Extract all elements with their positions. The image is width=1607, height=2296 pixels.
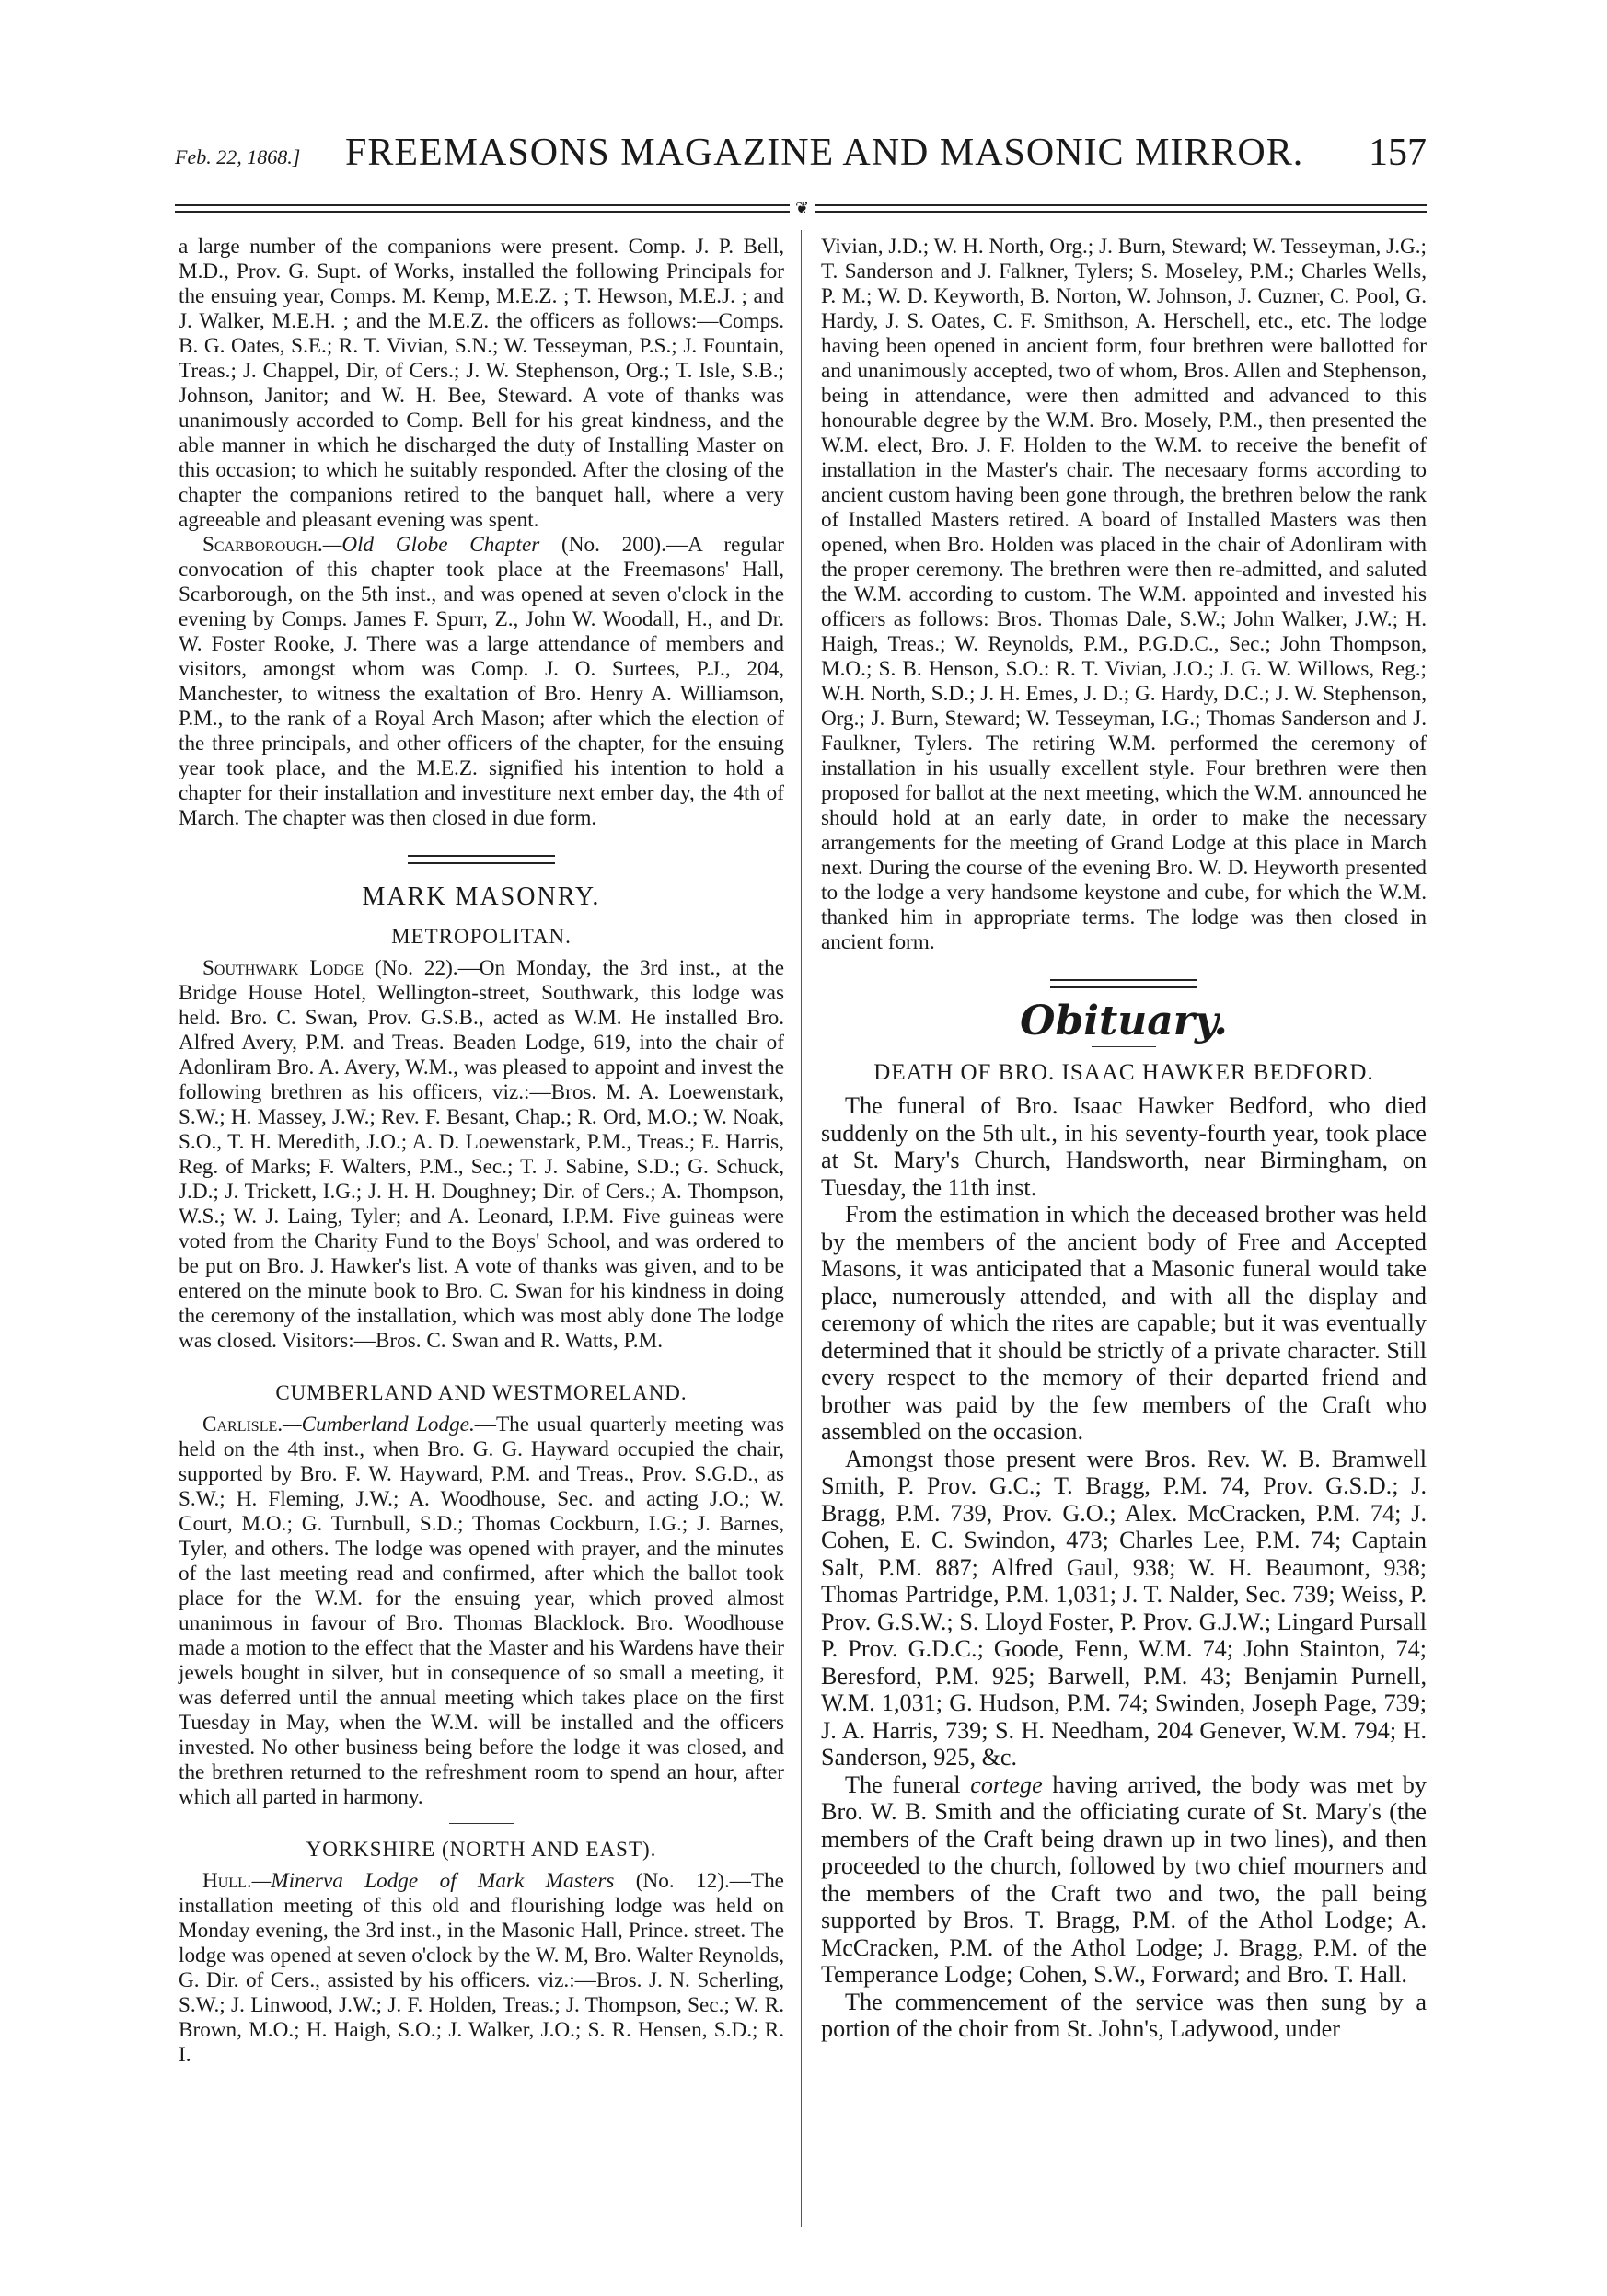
- report-text: (No. 12).—The installation meeting of this old and flourishing lodge was held on Monday evening, the 3rd inst., in the Masonic Hall, Prince. street. The lodge was opened at seven o'clock by the W. M, Bro. Walter Reynolds, G. Dir. of Cers., assisted by his officers. viz.:—Bros. J. N. Scherling, S.W.; J. Linwood, J.W.; J. F. Holden, Treas.; J. Thompson, Sec.; W. R. Brown, M.O.; H. Haigh, S.O.; J. Walker, J.O.; S. R. Hensen, S.D.; R. I.: [179, 1869, 784, 2067]
- obituary-paragraph: The funeral of Bro. Isaac Hawker Bedford, who died suddenly on the 5th ult., in his seventy-fourth year, took place at St. Mary's Church, Handsworth, near Birmingham, on Tuesday, the 11th inst.: [821, 1092, 1427, 1201]
- masthead-title: FREEMASONS MAGAZINE AND MASONIC MIRROR.: [345, 132, 1304, 174]
- chapter-report-continued: a large number of the companions were present. Comp. J. P. Bell, M.D., Prov. G. Supt. of Works, installed the following Principals for the ensuing year, Comps. M. Kemp, M.E.Z. ; T. Hewson, M.E.J. ; and J. Walker, M.E.H. ; and the M.E.Z. the officers as follows:—Comps. B. G. Oates, S.E.; R. T. Vivian, S.N.; W. Tesseyman, P.S.; J. Fountain, Treas.; J. Chappel, Dir, of Cers.; J. W. Stephenson, Org.; T. Isle, S.B.; Johnson, Janitor; and W. H. Bee, Steward. A vote of thanks was unanimously accorded to Comp. Bell for his great kindness, and the able manner in which he discharged the duty of Installing Master on this occasion; to which he suitably responded. After the closing of the chapter the companions retired to the banquet hall, where a very agreeable and pleasant evening was spent.: [179, 235, 784, 532]
- left-column: [179, 235, 784, 2068]
- place-name: Hull.: [202, 1869, 252, 1893]
- lodge-name: —Old Globe Chapter: [322, 533, 540, 557]
- subheading-cumberland: CUMBERLAND AND WESTMORELAND.: [275, 1381, 688, 1404]
- hull-report: [179, 1869, 784, 2068]
- place-name: Carlisle.: [202, 1413, 283, 1436]
- page-header: [175, 129, 1427, 184]
- obituary-paragraph: From the estimation in which the deceased brother was held by the members of the ancient body of Free and Accepted Masons, it was anticipated that a Masonic funeral would take place, numerously attended, and with all the display and ceremony of which the rites are capable; but it was eventually determined that it should be strictly of a private character. Still every respect to the memory of their departed friend and brother was paid by the few members of the Craft who assembled on the occasion.: [821, 1201, 1427, 1445]
- report-text: (No. 200).—A regular convocation of this chapter took place at the Freemasons' Hall, Scarborough, on the 5th inst., and was opened at seven o'clock in the evening by Comps. James F. Spurr, Z., John W. Woodall, H., and Dr. W. Foster Rooke, J. There was a large attendance of members and visitors, amongst whom was Comp. J. O. Surtees, P.J., 204, Manchester, to witness the exaltation of Bro. Henry A. Williamson, P.M., to the rank of a Royal Arch Mason; after which the election of the three principals, and other officers of the chapter, for the ensuing year took place, and the M.E.Z. signified his intention to hold a chapter for their installation and investiture next ember day, the 4th of March. The chapter was then closed in due form.: [179, 533, 785, 830]
- southwark-report: [179, 956, 784, 1354]
- obituary-paragraph: Amongst those present were Bros. Rev. W. B. Bramwell Smith, P. Prov. G.C.; T. Bragg, P.M. 74, Prov. G.S.D.; J. Bragg, P.M. 739, Prov. G.O.; Alex. McCracken, P.M. 74; J. Cohen, E. C. Swindon, 473; Charles Lee, P.M. 74; Captain Salt, P.M. 887; Alfred Gaul, 938; W. H. Beaumont, 938; Thomas Partridge, P.M. 1,031; J. T. Nalder, Sec. 739; Weiss, P. Prov. G.S.W.; S. Lloyd Foster, P. Prov. G.J.W.; Lingard Pursall P. Prov. G.D.C.; Goode, Fenn, W.M. 74; John Stainton, 74; Beresford, P.M. 925; Barwell, P.M. 43; Benjamin Purnell, W.M. 1,031; G. Hudson, P.M. 74; Swinden, Joseph Page, 739; J. A. Harris, 739; S. H. Needham, 204 Genever, W.M. 794; H. Sanderson, 925, &c.: [821, 1445, 1427, 1771]
- italic-word: cortege: [970, 1771, 1043, 1798]
- obituary-paragraph: The commencement of the service was then sung by a portion of the choir from St. John's, Ladywood, under: [821, 1988, 1427, 2042]
- right-column: [821, 235, 1427, 2043]
- section-heading-mark-masonry: MARK MASONRY.: [362, 883, 601, 911]
- section-rule: [408, 855, 555, 864]
- subheading-yorkshire: YORKSHIRE (NORTH AND EAST).: [306, 1838, 657, 1861]
- page-number: 157: [1369, 132, 1427, 174]
- divider: [449, 1823, 514, 1824]
- obituary-paragraph: [821, 1771, 1427, 1989]
- obituary-body: [821, 1092, 1427, 2043]
- scarborough-report: [179, 533, 784, 831]
- column-divider: [801, 230, 802, 2227]
- issue-date: Feb. 22, 1868.]: [175, 145, 301, 168]
- report-text: —The usual quarterly meeting was held on the 4th inst., when Bro. G. G. Hayward occupied the chair, supported by Bro. F. W. Hayward, P.M. and Treas., Prov. S.G.D., as S.W.; H. Fleming, J.W.; A. Woodhouse, Sec. and acting J.O.; W. Court, M.O.; G. Turnbull, S.D.; Thomas Cockburn, I.G.; J. Barnes, Tyler, and others. The lodge was opened with prayer, and the minutes of the last meeting read and confirmed, after which the ballot took place for the W.M. for the ensuing year, which proved almost unanimous in favour of Bro. Thomas Blacklock. Bro. Woodhouse made a motion to the effect that the Master and his Wardens have their jewels bought in silver, but in consequence of so small a meeting, it was deferred until the annual meeting which takes place on the first Tuesday in May, when the W.M. will be installed and the officers invested. No other business being before the lodge it was closed, and the brethren returned to the refreshment room to spend an hour, after which all parted in harmony.: [179, 1413, 784, 1809]
- text-run: The funeral: [845, 1771, 971, 1798]
- subheading-metropolitan: METROPOLITAN.: [391, 925, 572, 948]
- header-ornament-icon: ❦: [790, 199, 815, 217]
- obituary-title: DEATH OF BRO. ISAAC HAWKER BEDFORD.: [873, 1060, 1374, 1085]
- section-rule: [1050, 979, 1197, 988]
- place-name: Scarborough.: [202, 533, 323, 557]
- text-run: having arrived, the body was met by Bro. W. B. Smith and the officiating curate of St. Mary's (the members of the Craft being drawn up in two lines), and then proceeded to the church, followed by two chief mourners and the members of the Craft two and two, the pall being supported by Bros. T. Bragg, P.M. of the Athol Lodge; A. McCracken, P.M. of the Athol Lodge; J. Bragg, P.M. of the Temperance Lodge; Cohen, S.W., Forward; and Bro. T. Hall.: [821, 1771, 1427, 1988]
- carlisle-report: [179, 1413, 784, 1810]
- divider: [1092, 1046, 1156, 1047]
- section-heading-obituary: Obituary.: [1020, 998, 1228, 1044]
- lodge-name: Southwark Lodge: [202, 956, 364, 980]
- report-text: (No. 22).—On Monday, the 3rd inst., at the Bridge House Hotel, Wellington-street, Southwark, this lodge was held. Bro. C. Swan, Prov. G.S.B., acted as W.M. He installed Bro. Alfred Avery, P.M. and Treas. Beaden Lodge, 619, into the chair of Adonliram Bro. A. Avery, W.M., was pleased to appoint and invest the following brethren as his officers, viz.:—Bros. M. A. Loewenstark, S.W.; H. Massey, J.W.; Rev. F. Besant, Chap.; R. Ord, M.O.; W. Noak, S.O., T. H. Meredith, J.O.; A. D. Loewenstark, P.M., Treas.; E. Harris, Reg. of Marks; F. Walters, P.M., Sec.; T. J. Sabine, S.D.; G. Schuck, J.D.; J. Trickett, I.G.; J. H. H. Doughney; Dir. of Cers.; A. Thompson, W.S.; W. J. Laing, Tyler; and A. Leonard, I.P.M. Five guineas were voted from the Charity Fund to the Boys' School, and was ordered to be put on Bro. J. Hawker's list. A vote of thanks was given, and to be entered on the minute book to Bro. C. Swan for his kindness in doing the ceremony of the installation, which was most ably done The lodge was closed. Visitors:—Bros. C. Swan and R. Watts, P.M.: [179, 956, 785, 1353]
- lodge-name: —Minerva Lodge of Mark Masters: [251, 1869, 615, 1893]
- lodge-name: —Cumberland Lodge.: [283, 1413, 475, 1436]
- hull-report-continued: Vivian, J.D.; W. H. North, Org.; J. Burn, Steward; W. Tesseyman, J.G.; T. Sanderson and J. Falkner, Tylers; S. Moseley, P.M.; Charles Wells, P. M.; W. D. Keyworth, B. Norton, W. Johnson, J. Cuzner, C. Pool, G. Hardy, J. S. Oates, C. F. Smithson, A. Herschell, etc., etc. The lodge having been opened in ancient form, four brethren were ballotted for and unanimously accepted, two of whom, Bros. Allen and Stephenson, being in attendance, were then admitted and advanced to this honourable degree by the W.M. Bro. Mosely, P.M., then presented the W.M. elect, Bro. J. F. Holden to the W.M. to receive the benefit of installation in the Master's chair. The necesaary forms according to ancient custom having been gone through, the brethren below the rank of Installed Masters retired. A board of Installed Masters was then opened, when Bro. Holden was placed in the chair of Adonliram with the proper ceremony. The brethren were then re-admitted, and saluted the W.M. according to custom. The W.M. appointed and invested his officers as follows: Bros. Thomas Dale, S.W.; John Walker, J.W.; H. Haigh, Treas.; W. Reynolds, P.M., P.G.D.C., Sec.; John Thompson, M.O.; S. B. Henson, S.O.: R. T. Vivian, J.O.; J. G. W. Willows, Reg.; W.H. North, S.D.; J. H. Emes, J. D.; G. Hardy, D.C.; J. W. Stephenson, Org.; J. Burn, Steward; W. Tesseyman, I.G.; Thomas Sanderson and J. Faulkner, Tylers. The retiring W.M. performed the ceremony of installation in his usually excellent style. Four brethren were then proposed for ballot at the next meeting, which the W.M. announced he should hold at an early date, in order to make the necessary arrangements for the meeting of Grand Lodge at this place in March next. During the course of the evening Bro. W. D. Heyworth presented to the lodge a very handsome keystone and cube, for which the W.M. thanked him in appropriate terms. The lodge was then closed in ancient form.: [821, 235, 1427, 954]
